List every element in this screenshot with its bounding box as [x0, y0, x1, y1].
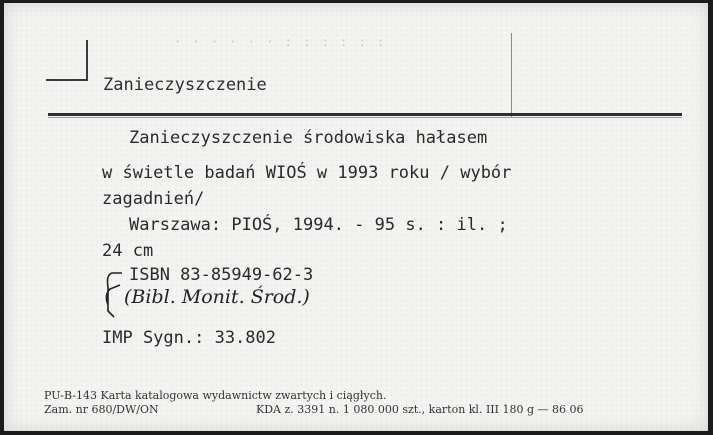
title-line-3: zagadnień/ — [102, 189, 205, 209]
heading-rule — [48, 113, 682, 116]
corner-mark-vertical — [86, 40, 88, 80]
dimensions-line: 24 cm — [102, 241, 154, 261]
footer-order-number: Zam. nr 680/DW/ON — [44, 403, 159, 416]
title-line-2: w świetle badań WIOŚ w 1993 roku / wybór — [102, 163, 512, 183]
faint-header-text: · · · · · · : : : : : : — [174, 35, 387, 49]
call-number: IMP Sygn.: 33.802 — [102, 328, 276, 348]
handwritten-note: (Bibl. Monit. Środ.) — [124, 286, 310, 308]
card-heading: Zanieczyszczenie — [103, 75, 267, 95]
header-divider — [511, 33, 512, 117]
footer-print-info: KDA z. 3391 n. 1 080 000 szt., karton kl. III 180 g — 86 06 — [256, 403, 584, 416]
catalog-card — [4, 3, 708, 431]
footer-line-1: PU-B-143 Karta katalogowa wydawnictw zwartych i ciągłych. — [44, 389, 387, 402]
heading-rule-thin — [48, 117, 682, 118]
imprint-line: Warszawa: PIOŚ, 1994. - 95 s. : il. ; — [129, 215, 508, 235]
isbn-line: ISBN 83-85949-62-3 — [129, 265, 314, 285]
title-line-1: Zanieczyszczenie środowiska hałasem — [129, 128, 488, 148]
corner-mark-horizontal — [46, 79, 88, 81]
